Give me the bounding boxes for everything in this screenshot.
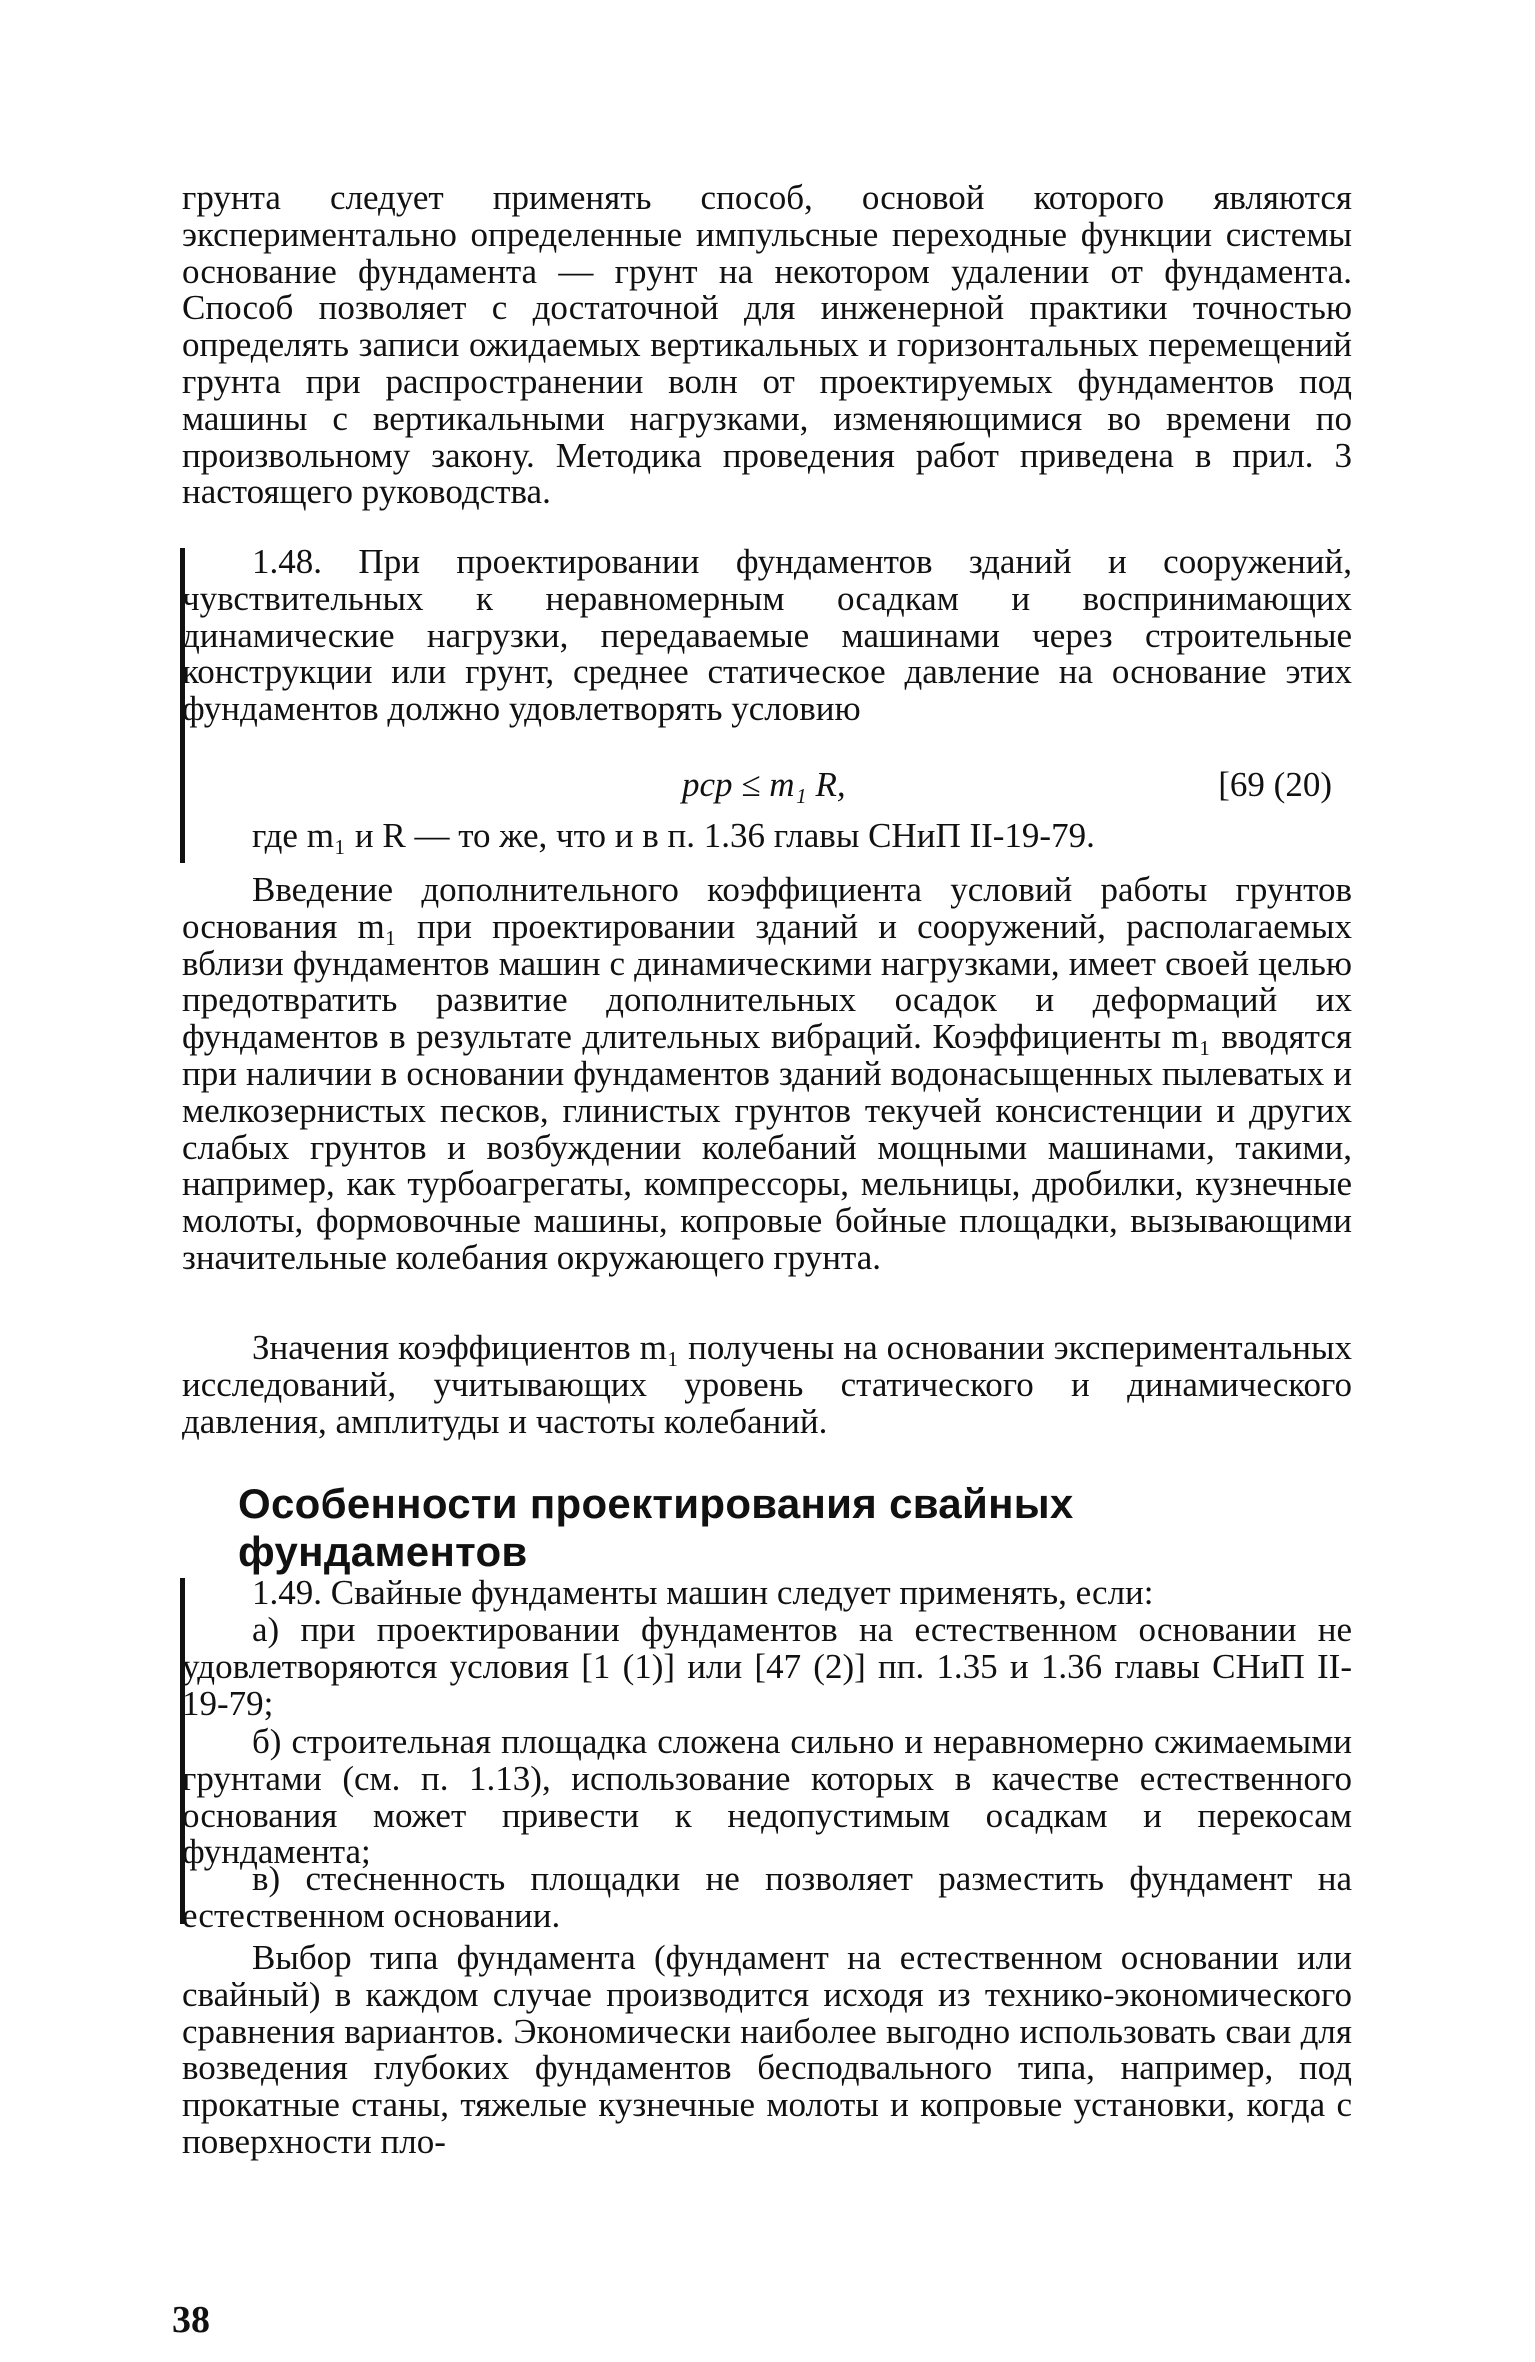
formula-expression: pср ≤ m₁ R, — [682, 765, 846, 804]
list-item-b: б) строительная площадка сложена сильно и неравномерно сжимаемыми грунтами (см. п. 1.13), использование которых в качестве естественного основания может привести к недопустимым осадкам и перекосам фундамента; — [182, 1722, 1352, 1872]
formula-reference: [69 (20) — [1218, 765, 1332, 804]
list-item-a: а) при проектировании фундаментов на естественном основании не удовлетворяются условия [1 (1)] или [47 (2)] пп. 1.35 и 1.36 главы СНиП II-19-79; — [182, 1610, 1352, 1723]
section-heading: Особенности проектирования свайных фундаментов — [238, 1480, 1074, 1575]
page-number: 38 — [172, 2299, 210, 2341]
formula-row — [182, 765, 1352, 809]
paragraph-1-48: 1.48. При проектировании фундаментов зданий и сооружений, чувствительных к неравномерным осадкам и воспринимающих динамические нагрузки, передаваемые машинами через строительные конструкции или грунт, среднее статическое давление на основание этих фундаментов должно удовлетворять условию — [182, 542, 1352, 729]
paragraph-choice: Выбор типа фундамента (фундамент на естественном основании или свайный) в каждом случае производится исходя из технико-экономического сравнения вариантов. Экономически наиболее выгодно использовать сваи для возведения глубоких фундаментов бесподвального типа, например, под прокатные станы, тяжелые кузнечные молоты и копровые установки, когда с поверхности пло- — [182, 1938, 1352, 2161]
paragraph-continuation: грунта следует применять способ, основой которого являются экспериментально определенные импульсные переходные функции системы основание фундамента — грунт на некотором удалении от фундамента. Способ позволяет с достаточной для инженерной практики точностью определять записи ожидаемых вертикальных и горизонтальных перемещений грунта при распространении волн от проектируемых фундаментов под машины с вертикальными нагрузками, изменяющимися во времени по произвольному закону. Методика проведения работ приведена в прил. 3 настоящего руководства. — [182, 178, 1352, 512]
list-item-v: в) стесненность площадки не позволяет разместить фундамент на естественном основании. — [182, 1859, 1352, 1935]
paragraph-where: где m₁ и R — то же, что и в п. 1.36 главы СНиП II-19-79. — [252, 816, 1095, 855]
paragraph-introduction: Введение дополнительного коэффициента условий работы грунтов основания m₁ при проектировании зданий и сооружений, располагаемых вблизи фундаментов машин с динамическими нагрузками, имеет своей целью предотвратить развитие дополнительных осадок и деформаций их фундаментов в результате длительных вибраций. Коэффициенты m₁ вводятся при наличии в основании фундаментов зданий водонасыщенных пылеватых и мелкозернистых песков, глинистых грунтов текучей консистенции и других слабых грунтов и возбуждении колебаний мощными машинами, такими, например, как турбоагрегаты, компрессоры, мельницы, дробилки, кузнечные молоты, формовочные машины, копровые бойные площадки, вызывающими значительные колебания окружающего грунта. — [182, 870, 1352, 1277]
paragraph-values: Значения коэффициентов m₁ получены на основании экспериментальных исследований, учитывающих уровень статического и динамического давления, амплитуды и частоты колебаний. — [182, 1328, 1352, 1441]
paragraph-1-49: 1.49. Свайные фундаменты машин следует применять, если: — [252, 1573, 1154, 1612]
